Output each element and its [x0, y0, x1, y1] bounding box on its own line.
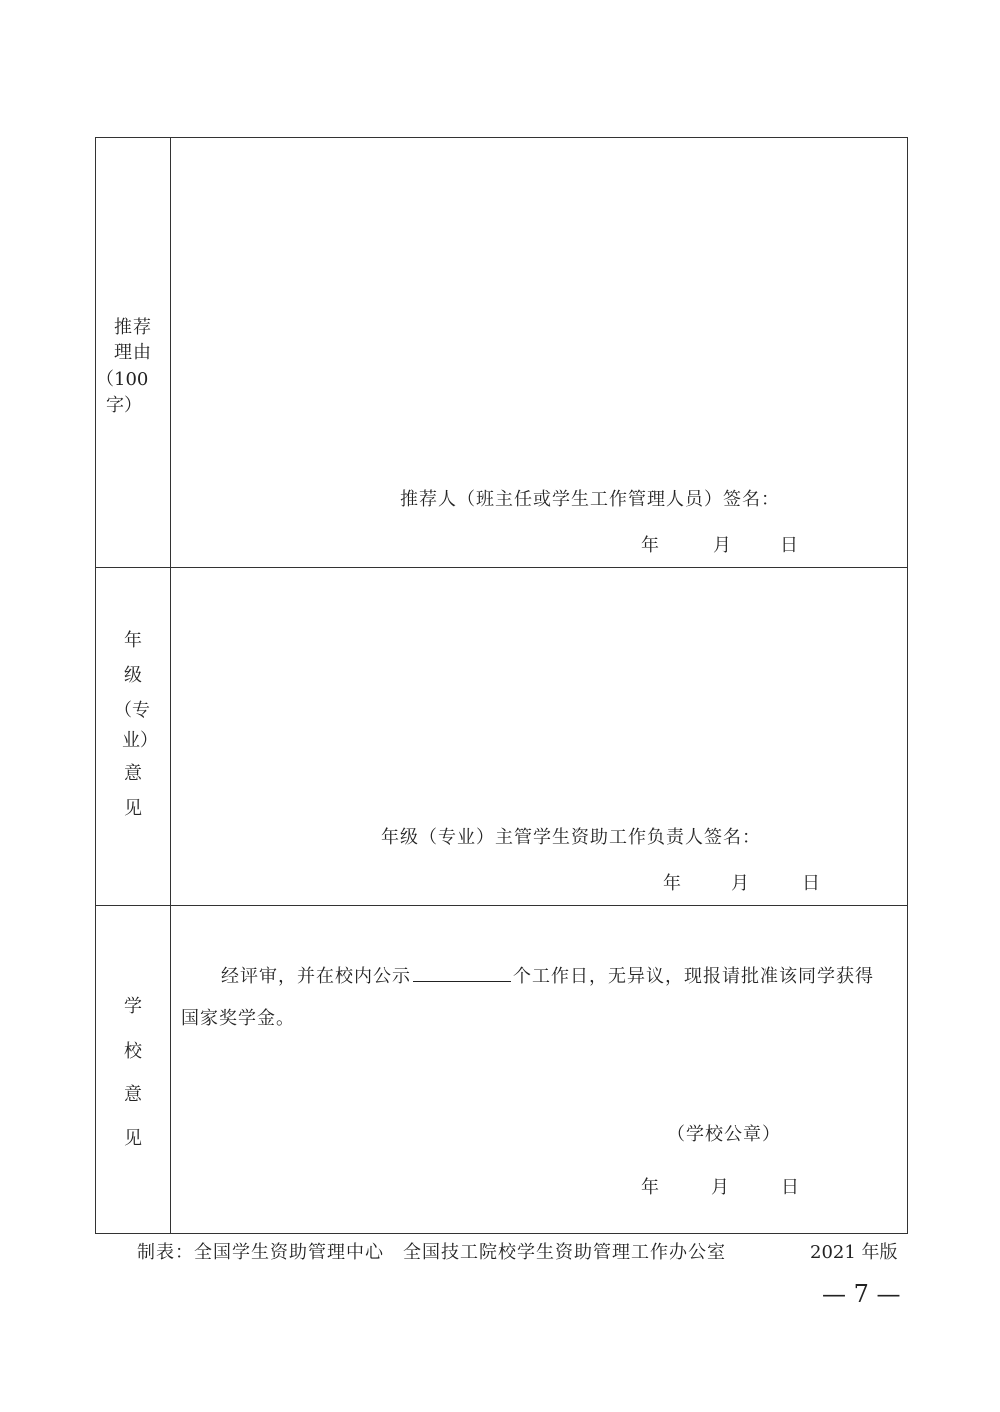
grade-opinion-label-cell [96, 568, 171, 905]
grade-label-char-4: 业） [122, 730, 158, 751]
form-table [95, 137, 908, 1234]
recommend-date-day: 日 [780, 535, 798, 556]
recommend-date-month: 月 [713, 535, 731, 556]
recommend-reason-content-cell[interactable] [171, 138, 907, 567]
grade-opinion-row [96, 568, 907, 906]
footer-maker-note: 制表：全国学生资助管理中心 全国技工院校学生资助管理工作办公室 [137, 1242, 726, 1263]
grade-opinion-content-cell[interactable] [171, 568, 907, 905]
school-statement-part1: 经评审，并在校内公示 [221, 966, 411, 987]
grade-label-char-1: 年 [124, 630, 142, 651]
grade-label-char-2: 级 [124, 665, 142, 686]
school-statement-part2: 个工作日，无异议，现报请批准该同学获得 [513, 966, 874, 987]
school-label-char-2: 校 [124, 1041, 142, 1062]
recommend-reason-row [96, 138, 907, 568]
school-date-year: 年 [641, 1177, 659, 1198]
grade-date-year: 年 [663, 873, 681, 894]
grade-label-char-5: 意 [124, 763, 142, 784]
footer-edition: 2021 年版 [810, 1242, 898, 1263]
publicity-days-blank[interactable] [413, 963, 511, 982]
recommender-signature-label: 推荐人（班主任或学生工作管理人员）签名： [400, 489, 780, 510]
recommend-date-year: 年 [641, 535, 659, 556]
school-statement-line2: 国家奖学金。 [181, 1008, 295, 1029]
recommend-reason-label-cell [96, 138, 171, 567]
grade-signature-label: 年级（专业）主管学生资助工作负责人签名： [381, 827, 761, 848]
school-label-char-1: 学 [124, 996, 142, 1017]
grade-date-month: 月 [731, 873, 749, 894]
recommend-label-line2: 理由 [114, 342, 152, 363]
school-date-day: 日 [781, 1177, 799, 1198]
school-date-month: 月 [711, 1177, 729, 1198]
grade-label-char-6: 见 [124, 798, 142, 819]
recommend-label-line1: 推荐 [114, 317, 152, 338]
grade-label-char-3: （专 [114, 700, 150, 721]
school-seal-label: （学校公章） [667, 1124, 781, 1145]
school-opinion-label-cell [96, 906, 171, 1233]
recommend-label-line4: 字） [106, 395, 142, 416]
grade-date-day: 日 [802, 873, 820, 894]
page-number: — 7 — [822, 1280, 901, 1308]
school-label-char-4: 见 [124, 1128, 142, 1149]
school-opinion-row [96, 906, 907, 1233]
school-opinion-content-cell[interactable] [171, 906, 907, 1233]
recommend-label-line3: （100 [96, 369, 149, 390]
school-statement-line1 [221, 963, 874, 989]
school-label-char-3: 意 [124, 1084, 142, 1105]
